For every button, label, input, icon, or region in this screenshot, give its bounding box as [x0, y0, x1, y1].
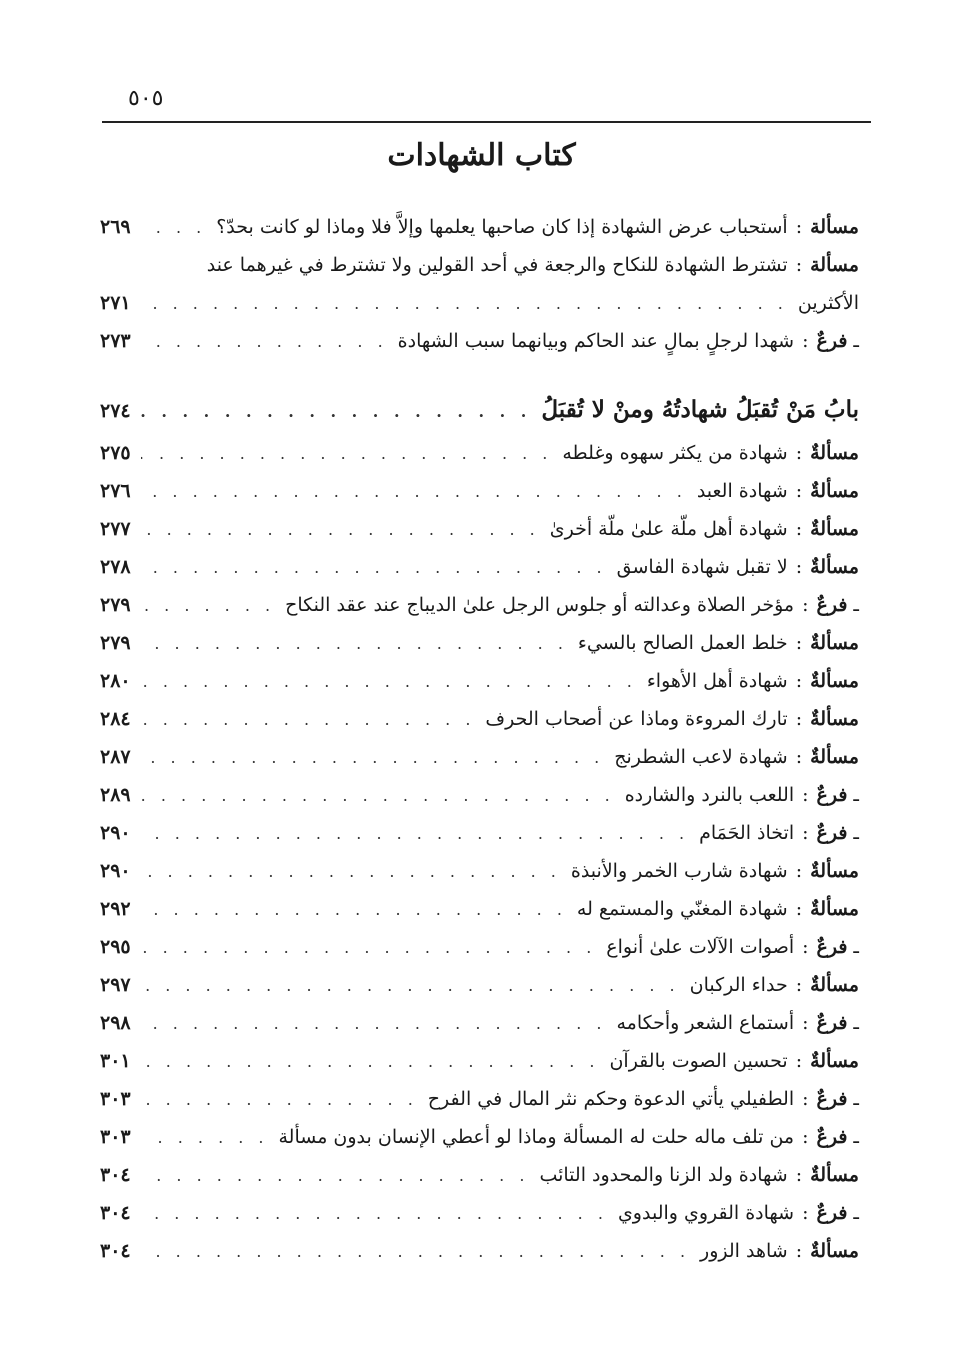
- branch-marker: ـ: [853, 594, 859, 616]
- toc-entry: [100, 556, 859, 594]
- dot-leader: [141, 748, 605, 767]
- entry-title: تشترط الشهادة للنكاح والرجعة في أحد القولين ولا تشترط في غيرهما عند: [206, 254, 788, 276]
- dot-leader: [141, 976, 680, 995]
- issue-label: مسألة: [810, 216, 859, 238]
- entry-title: شاهد الزور: [700, 1240, 788, 1262]
- page-reference: ٢٧٥: [100, 442, 131, 464]
- toc-entry: [100, 292, 859, 330]
- toc-entry: [100, 1202, 859, 1240]
- entry-title: شهادة أهل الأهواء: [646, 670, 788, 692]
- section-title: بابُ مَنْ تُقبَلُ شهادتُهُ ومنْ لا تُقبَلُ: [541, 396, 859, 423]
- dot-leader: [141, 1204, 608, 1223]
- issue-label: مسألةٌ: [810, 518, 859, 540]
- branch-marker: ـ: [853, 936, 859, 958]
- dot-leader: [141, 294, 788, 313]
- entry-title: تحسين الصوت بالقرآن: [609, 1050, 788, 1072]
- branch-marker: ـ: [853, 1202, 859, 1224]
- toc-entry: [100, 784, 859, 822]
- page-reference: ٢٧٦: [100, 480, 131, 502]
- label-separator: :: [795, 708, 803, 730]
- toc-section-heading: [100, 396, 859, 442]
- toc-entry: [100, 216, 859, 254]
- dot-leader: [141, 1014, 607, 1033]
- entry-title: تارك المروءة وماذا عن أصحاب الحرف: [485, 708, 788, 730]
- page-reference: ٢٩٢: [100, 898, 131, 920]
- issue-label: مسألةٌ: [810, 442, 859, 464]
- branch-label: فرعٌ: [816, 936, 848, 958]
- page-reference: ٢٧٩: [100, 594, 131, 616]
- toc-entry: [100, 1050, 859, 1088]
- label-separator: :: [802, 1126, 809, 1148]
- dot-leader: [141, 558, 607, 577]
- page-reference: ٢٧٩: [100, 632, 131, 654]
- page-number: ٥٠٥: [128, 86, 164, 111]
- page-reference: ٢٧١: [100, 292, 131, 314]
- issue-label: مسألةٌ: [810, 1240, 859, 1262]
- dot-leader: [141, 862, 561, 881]
- page-reference: ٢٨٤: [100, 708, 131, 730]
- toc-entry: [100, 936, 859, 974]
- entry-title: أستحباب عرض الشهادة إذا كان صاحبها يعلمها وإلاَّ فلا وماذا لو كانت بحدّ؟: [216, 216, 788, 238]
- page-reference: ٣٠١: [100, 1050, 131, 1072]
- toc-entry: [100, 860, 859, 898]
- toc-entry: [100, 632, 859, 670]
- label-separator: :: [795, 556, 803, 578]
- entry-title: شهادة القروي والبدوي: [617, 1202, 795, 1224]
- label-separator: :: [802, 784, 809, 806]
- entry-title: شهدا لرجلٍ بمالٍ عند الحاكم وبيانهما سبب الشهادة: [397, 330, 795, 352]
- entry-title: اللعب بالنرد والشارده: [624, 784, 795, 806]
- entry-title: شهادة ولد الزنا والمحدود التائب: [539, 1164, 788, 1186]
- issue-label: مسألةٌ: [810, 746, 859, 768]
- label-separator: :: [802, 1012, 809, 1034]
- dot-leader: [141, 1128, 269, 1147]
- toc-entry: [100, 974, 859, 1012]
- branch-marker: ـ: [853, 1126, 859, 1148]
- toc-entry: [100, 330, 859, 368]
- toc-entry: [100, 1164, 859, 1202]
- label-separator: :: [795, 898, 803, 920]
- issue-label: مسألةٌ: [810, 860, 859, 882]
- entry-title: شهادة العبد: [696, 480, 788, 502]
- page-reference: ٢٨٠: [100, 670, 131, 692]
- toc-entry: [100, 898, 859, 936]
- page-reference: ٢٩٨: [100, 1012, 131, 1034]
- dot-leader: [141, 786, 615, 805]
- branch-marker: ـ: [853, 1088, 859, 1110]
- book-title: كتاب الشهادات: [387, 138, 576, 173]
- entry-title: شهادة أهل ملّة علىٰ ملّة أخرىٰ: [549, 518, 788, 540]
- branch-label: فرعٌ: [816, 594, 848, 616]
- dot-leader: [141, 824, 689, 843]
- page-reference: ٣٠٤: [100, 1202, 131, 1224]
- branch-label: فرعٌ: [816, 1126, 848, 1148]
- issue-label: مسألة: [810, 254, 859, 276]
- issue-label: مسألةٌ: [810, 1164, 859, 1186]
- page-reference: ٣٠٣: [100, 1126, 131, 1148]
- label-separator: :: [802, 1202, 809, 1224]
- dot-leader: [141, 332, 388, 351]
- issue-label: مسألةٌ: [810, 480, 859, 502]
- page-reference: ٢٨٧: [100, 746, 131, 768]
- label-separator: :: [802, 1088, 809, 1110]
- toc-entry: [100, 822, 859, 860]
- toc-entry: [100, 708, 859, 746]
- label-separator: :: [795, 1164, 803, 1186]
- toc-entry: [100, 670, 859, 708]
- entry-title: حداء الركبان: [689, 974, 788, 996]
- page-reference: ٢٩٠: [100, 860, 131, 882]
- entry-title: اتخاذ الحَمَام: [699, 822, 795, 844]
- label-separator: :: [802, 330, 809, 352]
- label-separator: :: [795, 254, 803, 276]
- entry-title: شهادة من يكثر سهوه وغلطه: [562, 442, 788, 464]
- label-separator: :: [795, 670, 803, 692]
- toc-entry: [100, 746, 859, 784]
- label-separator: :: [795, 442, 803, 464]
- page-reference: ٢٦٩: [100, 216, 131, 238]
- branch-label: فرعٌ: [816, 1202, 848, 1224]
- dot-leader: [141, 520, 540, 539]
- issue-label: مسألةٌ: [810, 1050, 859, 1072]
- label-separator: :: [795, 480, 803, 502]
- branch-marker: ـ: [853, 330, 859, 352]
- dot-leader: [141, 218, 207, 237]
- toc-entry: [100, 1012, 859, 1050]
- entry-title: شهادة شارب الخمر والأنبذة: [570, 860, 788, 882]
- dot-leader: [141, 1166, 530, 1185]
- label-separator: :: [795, 632, 803, 654]
- header-rule: [102, 121, 871, 123]
- toc-entry: [100, 1240, 859, 1278]
- page-reference: ٣٠٣: [100, 1088, 131, 1110]
- entry-title: أستماع الشعر وأحكامه: [616, 1012, 795, 1034]
- page-reference: ٢٨٩: [100, 784, 131, 806]
- branch-label: فرعٌ: [816, 784, 848, 806]
- page-reference: ٣٠٤: [100, 1164, 131, 1186]
- dot-leader: [141, 444, 553, 463]
- dot-leader: [141, 900, 567, 919]
- entry-title: الطفيلي يأتي الدعوة وحكم نثر المال في الفرح: [427, 1088, 795, 1110]
- toc-entry: [100, 518, 859, 556]
- branch-marker: ـ: [853, 822, 859, 844]
- branch-label: فرعٌ: [816, 1088, 848, 1110]
- toc-entry: [100, 1088, 859, 1126]
- page-reference: ٢٧٤: [100, 400, 131, 422]
- dot-leader: [141, 482, 687, 501]
- dot-leader: [141, 672, 637, 691]
- page-reference: ٢٩٧: [100, 974, 131, 996]
- page-reference: ٢٩٠: [100, 822, 131, 844]
- page-reference: ٢٩٥: [100, 936, 131, 958]
- toc-entry: [100, 480, 859, 518]
- label-separator: :: [795, 860, 803, 882]
- branch-label: فرعٌ: [816, 1012, 848, 1034]
- dot-leader: [141, 710, 476, 729]
- dot-leader: [141, 1090, 418, 1109]
- page-reference: ٢٧٧: [100, 518, 131, 540]
- entry-title: من تلف ماله حلت له المسألة وماذا لو أعطي الإنسان بدون مسألة: [278, 1126, 795, 1148]
- dot-leader: [141, 938, 597, 957]
- label-separator: :: [795, 1050, 803, 1072]
- page-reference: ٣٠٤: [100, 1240, 131, 1262]
- page-reference: ٢٧٨: [100, 556, 131, 578]
- entry-title: لا تقبل شهادة الفاسق: [616, 556, 788, 578]
- entry-continuation: الأكثرين: [797, 292, 859, 314]
- branch-label: فرعٌ: [816, 330, 848, 352]
- label-separator: :: [795, 746, 803, 768]
- entry-title: مؤخر الصلاة وعدالته أو جلوس الرجل علىٰ الديباج عند عقد النكاح: [285, 594, 795, 616]
- issue-label: مسألةٌ: [810, 898, 859, 920]
- issue-label: مسألةٌ: [810, 670, 859, 692]
- dot-leader: [141, 402, 532, 421]
- entry-title: أصوات الآلات علىٰ أنواع: [606, 936, 795, 958]
- issue-label: مسألةٌ: [810, 974, 859, 996]
- label-separator: :: [795, 1240, 803, 1262]
- label-separator: :: [802, 822, 809, 844]
- issue-label: مسألةٌ: [810, 632, 859, 654]
- entry-title: شهادة المغنّي والمستمع له: [576, 898, 788, 920]
- toc-entry: [100, 594, 859, 632]
- toc-entry: [100, 254, 859, 292]
- dot-leader: [141, 1052, 600, 1071]
- label-separator: :: [795, 518, 803, 540]
- issue-label: مسألةٌ: [810, 708, 859, 730]
- label-separator: :: [802, 594, 809, 616]
- label-separator: :: [802, 936, 809, 958]
- page-reference: ٢٧٣: [100, 330, 131, 352]
- issue-label: مسألةٌ: [810, 556, 859, 578]
- label-separator: :: [795, 216, 803, 238]
- entry-title: خلط العمل الصالح بالسيء: [577, 632, 788, 654]
- dot-leader: [141, 596, 275, 615]
- dot-leader: [141, 1242, 690, 1261]
- branch-label: فرعٌ: [816, 822, 848, 844]
- branch-marker: ـ: [853, 1012, 859, 1034]
- table-of-contents: [100, 216, 859, 1278]
- dot-leader: [141, 634, 568, 653]
- toc-entry: [100, 442, 859, 480]
- label-separator: :: [795, 974, 803, 996]
- branch-marker: ـ: [853, 784, 859, 806]
- entry-title: شهادة لاعب الشطرنج: [614, 746, 788, 768]
- toc-entry: [100, 1126, 859, 1164]
